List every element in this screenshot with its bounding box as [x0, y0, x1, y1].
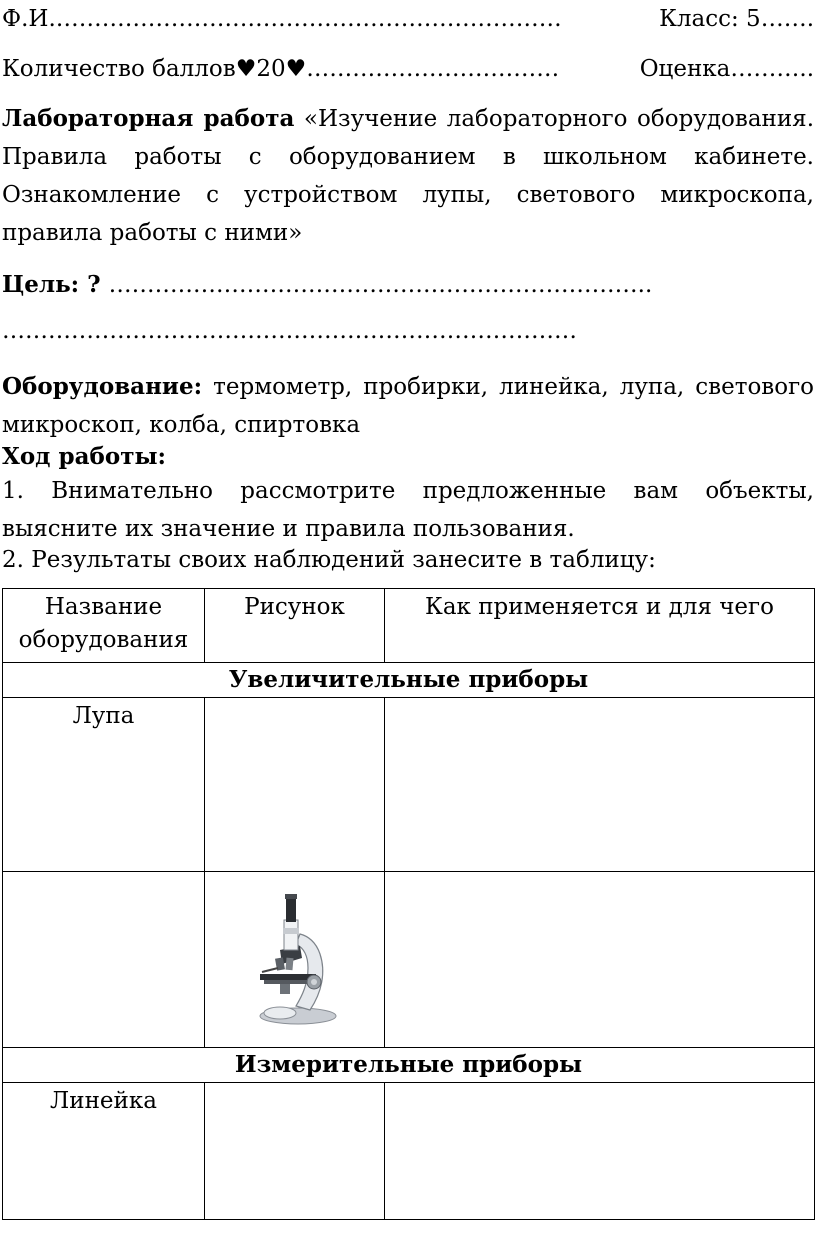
equipment-label: Оборудование: — [2, 373, 203, 400]
score-line — [2, 50, 814, 88]
table-row-microscope — [3, 872, 815, 1048]
table-row-ruler — [3, 1083, 815, 1220]
lab-title-text: «Изучение лабораторного оборудования. Правила работы с оборудованием в школьном кабинете. Ознакомление с устройством лупы, светового микроскопа, правила работы с ними» — [2, 106, 814, 246]
section-row-measuring — [3, 1048, 815, 1083]
row-microscope-usage[interactable] — [385, 872, 815, 1048]
col-name-header: Название оборудования — [3, 589, 205, 663]
lab-title — [2, 100, 814, 252]
row-ruler-picture[interactable] — [205, 1083, 385, 1220]
equipment-text: термометр, пробирки, линейка, лупа, светового микроскоп, колба, спиртовка — [2, 374, 814, 438]
table-row-lupa — [3, 698, 815, 872]
goal-label: Цель: ? — [2, 271, 101, 298]
grade-label: Оценка……….. — [639, 56, 814, 82]
row-ruler-usage[interactable] — [385, 1083, 815, 1220]
equipment-paragraph — [2, 368, 814, 444]
row-lupa-usage[interactable] — [385, 698, 815, 872]
row-microscope-name[interactable] — [3, 872, 205, 1048]
goal-line — [2, 266, 814, 304]
row-ruler-name: Линейка — [3, 1083, 205, 1220]
procedure-step-1: 1. Внимательно рассмотрите предложенные вам объекты, выясните их значение и правила пользования. — [2, 478, 814, 542]
procedure-step-2: 2. Результаты своих наблюдений занесите в таблицу: — [2, 547, 656, 573]
row-microscope-picture — [205, 872, 385, 1048]
microscope-icon — [250, 892, 340, 1028]
procedure-label-text: Ход работы: — [2, 443, 166, 470]
score-dots: …………………………… — [306, 56, 560, 82]
goal-dots-2: ………………………………………………………………… — [2, 318, 577, 344]
fio-line — [2, 0, 814, 38]
class-label: Класс: 5……. — [659, 6, 814, 32]
procedure-label — [2, 438, 814, 476]
col-usage-header: Как применяется и для чего — [385, 589, 815, 663]
section-measuring-label: Измерительные приборы — [3, 1048, 815, 1083]
fio-label: Ф.И. — [2, 6, 56, 32]
row-lupa-name: Лупа — [3, 698, 205, 872]
goal-dots-1: …………………………………………………………….. — [108, 272, 653, 298]
fio-dots: ………………………………………………………… — [55, 6, 562, 32]
lab-title-bold: Лабораторная работа — [2, 105, 295, 132]
score-label: Количество баллов♥20♥ — [2, 56, 307, 82]
row-lupa-picture[interactable] — [205, 698, 385, 872]
col-picture-header: Рисунок — [205, 589, 385, 663]
section-magnifying-label: Увеличительные приборы — [3, 663, 815, 698]
section-row-magnifying — [3, 663, 815, 698]
results-table — [2, 588, 815, 1220]
table-header-row — [3, 589, 815, 663]
